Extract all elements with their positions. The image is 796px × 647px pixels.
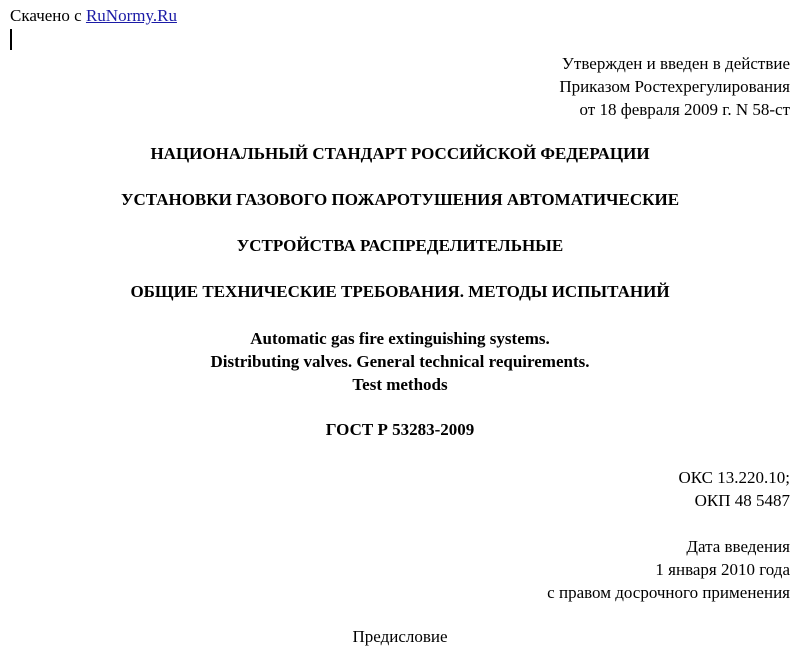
- downloaded-prefix: Скачено с: [10, 6, 86, 25]
- intro-label: Дата введения: [686, 537, 790, 556]
- title-line-3: ОБЩИЕ ТЕХНИЧЕСКИЕ ТРЕБОВАНИЯ. МЕТОДЫ ИСПЫТАНИЙ: [130, 282, 670, 301]
- site-link[interactable]: RuNormy.Ru: [85, 6, 177, 25]
- okp-code: ОКП 48 5487: [694, 491, 790, 510]
- approval-line-3: от 18 февраля 2009 г. N 58-ст: [579, 100, 790, 119]
- english-title-line-2: Distributing valves. General technical requirements.: [210, 352, 590, 371]
- national-standard-heading: НАЦИОНАЛЬНЫЙ СТАНДАРТ РОССИЙСКОЙ ФЕДЕРАЦИИ: [150, 144, 650, 163]
- classification-codes: [678, 466, 790, 512]
- intro-note: с правом досрочного применения: [547, 583, 790, 602]
- approval-block: [559, 52, 790, 121]
- intro-date: 1 января 2010 года: [655, 560, 790, 579]
- preface-heading: Предисловие: [352, 627, 448, 646]
- approval-line-1: Утвержден и введен в действие: [561, 54, 790, 73]
- downloaded-from-line: [10, 6, 177, 26]
- approval-line-2: Приказом Ростехрегулирования: [559, 77, 790, 96]
- english-title-line-1: Automatic gas fire extinguishing systems.: [250, 329, 550, 348]
- oks-code: ОКС 13.220.10;: [678, 468, 790, 487]
- title-line-2: УСТРОЙСТВА РАСПРЕДЕЛИТЕЛЬНЫЕ: [236, 236, 564, 255]
- english-title-block: [0, 327, 796, 396]
- gost-number: ГОСТ Р 53283-2009: [325, 420, 475, 439]
- introduction-date-block: [547, 535, 790, 604]
- title-line-1: УСТАНОВКИ ГАЗОВОГО ПОЖАРОТУШЕНИЯ АВТОМАТИЧЕСКИЕ: [120, 190, 680, 209]
- text-cursor: [10, 29, 12, 50]
- english-title-line-3: Test methods: [352, 375, 448, 394]
